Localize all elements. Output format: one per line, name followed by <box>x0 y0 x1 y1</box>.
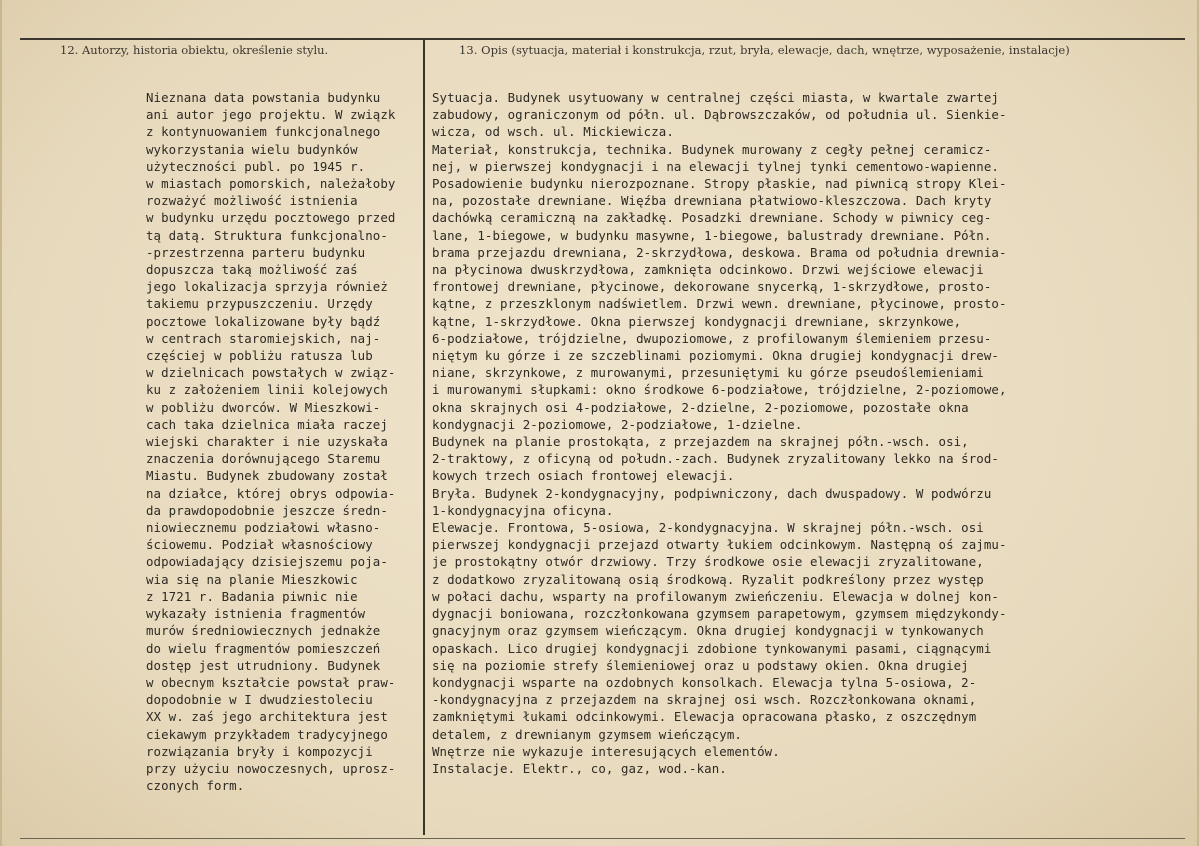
text-line: Sytuacja. Budynek usytuowany w centralnej części miasta, w kwartale zwartej <box>432 90 999 105</box>
text-line: na działce, której obrys odpowia- <box>146 485 396 501</box>
text-line: kondygnacji wsparte na ozdobnych konsolkach. Elewacja tylna 5-osiowa, 2- <box>432 674 977 690</box>
text-line: ściowemu. Podział własnościowy <box>146 537 373 553</box>
text-line: Wnętrze nie wykazuje interesujących elementów. <box>432 743 780 759</box>
text-line: jego lokalizacja sprzyja również <box>146 279 388 295</box>
text-line: kowych trzech osiach frontowej elewacji. <box>432 468 735 484</box>
text-line: w pobliżu dworców. W Mieszkowi- <box>146 399 381 415</box>
text-line: Nieznana data powstania budynku <box>146 90 381 105</box>
text-line: pierwszej kondygnacji przejazd otwarty łukiem odcinkowym. Następną oś zajmu- <box>432 537 1007 553</box>
text-line: wia się na planie Mieszkowic <box>146 571 358 587</box>
text-line: kątne, 1-skrzydłowe. Okna pierwszej kondygnacji drewniane, skrzynkowe, <box>432 313 962 329</box>
text-line: 2-traktowy, z oficyną od połudn.-zach. Budynek zryzalitowany lekko na środ- <box>432 451 999 467</box>
text-line: się na poziomie strefy ślemieniowej oraz u podstawy okien. Okna drugiej <box>432 657 969 673</box>
text-line: z dodatkowo zryzalitowaną osią środkową. Ryzalit podkreślony przez występ <box>432 571 984 587</box>
text-line: odpowiadający dzisiejszemu poja- <box>146 554 388 570</box>
text-line: opaskach. Lico drugiej kondygnacji zdobione tynkowanymi pasami, ciągnącymi <box>432 640 992 656</box>
text-line: z 1721 r. Badania piwnic nie <box>146 588 358 604</box>
text-line: dygnacji boniowana, rozczłonkowana gzymsem parapetowym, gzymsem międzykondy- <box>432 606 1007 622</box>
text-line: dostęp jest utrudniony. Budynek <box>146 657 381 673</box>
text-line: -przestrzenna parteru budynku <box>146 244 366 260</box>
description-text-column <box>432 89 1007 777</box>
text-line: Instalacje. Elektr., co, gaz, wod.-kan. <box>432 760 727 776</box>
text-line: Miastu. Budynek zbudowany został <box>146 468 388 484</box>
column-divider <box>423 40 425 835</box>
text-line: rozważyć możliwość istnienia <box>146 193 358 209</box>
text-line: kondygnacji 2-poziomowe, 2-podziałowe, 1-dzielne. <box>432 416 803 432</box>
text-line: pocztowe lokalizowane były bądź <box>146 313 381 329</box>
text-line: w miastach pomorskich, należałoby <box>146 176 396 192</box>
text-line: 1-kondygnacyjna oficyna. <box>432 502 614 518</box>
history-text-column <box>146 89 395 794</box>
text-line: użyteczności publ. po 1945 r. <box>146 158 366 174</box>
text-line: niętym ku górze i ze szczeblinami poziomymi. Okna drugiej kondygnacji drew- <box>432 348 999 364</box>
section-12-heading: 12. Autorzy, historia obiektu, określenie stylu. <box>60 43 329 57</box>
text-line: XX w. zaś jego architektura jest <box>146 709 388 725</box>
text-line: Posadowienie budynku nierozpoznane. Stropy płaskie, nad piwnicą stropy Klei- <box>432 176 1007 192</box>
text-line: je prostokątny otwór drzwiowy. Trzy środkowe osie elewacji zryzalitowane, <box>432 554 984 570</box>
text-line: dopuszcza taką możliwość zaś <box>146 262 358 278</box>
section-13-heading: 13. Opis (sytuacja, materiał i konstrukcja, rzut, bryła, elewacje, dach, wnętrze, wyposażenie, instalacje) <box>459 43 1070 57</box>
text-line: ciekawym przykładem tradycyjnego <box>146 726 388 742</box>
text-line: gnacyjnym oraz gzymsem wieńczącym. Okna drugiej kondygnacji w tynkowanych <box>432 623 984 639</box>
text-line: niane, skrzynkowe, z murowanymi, przesuniętymi ku górze pseudoślemieniami <box>432 365 984 381</box>
text-line: ani autor jego projektu. W związk <box>146 107 396 123</box>
text-line: lane, 1-biegowe, w budynku masywne, 1-biegowe, balustrady drewniane. Półn. <box>432 227 992 243</box>
bottom-rule <box>20 838 1185 839</box>
text-line: da prawdopodobnie jeszcze średn- <box>146 502 388 518</box>
text-line: ku z założeniem linii kolejowych <box>146 382 388 398</box>
text-line: częściej w pobliżu ratusza lub <box>146 348 373 364</box>
text-line: wykazały istnienia fragmentów <box>146 606 366 622</box>
text-line: na płycinowa dwuskrzydłowa, zamknięta odcinkowo. Drzwi wejściowe elewacji <box>432 262 984 278</box>
text-line: i murowanymi słupkami: okno środkowe 6-podziałowe, trójdzielne, 2-poziomowe, <box>432 382 1007 398</box>
text-line: tą datą. Struktura funkcjonalno- <box>146 227 388 243</box>
text-line: nej, w pierwszej kondygnacji i na elewacji tylnej tynki cementowo-wapienne. <box>432 158 999 174</box>
text-line: przy użyciu nowoczesnych, uprosz- <box>146 760 396 776</box>
text-line: z kontynuowaniem funkcjonalnego <box>146 124 381 140</box>
text-line: okna skrajnych osi 4-podziałowe, 2-dzielne, 2-poziomowe, pozostałe okna <box>432 399 969 415</box>
text-line: detalem, z drewnianym gzymsem wieńczącym. <box>432 726 742 742</box>
text-line: 6-podziałowe, trójdzielne, dwupoziomowe, z profilowanym ślemieniem przesu- <box>432 330 992 346</box>
text-line: kątne, z przeszklonym nadświetlem. Drzwi wewn. drewniane, płycinowe, prosto- <box>432 296 1007 312</box>
text-line: w połaci dachu, wsparty na profilowanym zwieńczeniu. Elewacja w dolnej kon- <box>432 588 999 604</box>
text-line: wykorzystania wielu budynków <box>146 141 358 157</box>
top-rule <box>20 38 1185 40</box>
text-line: w centrach staromiejskich, naj- <box>146 330 381 346</box>
text-line: frontowej drewniane, płycinowe, dekorowane snycerką, 1-skrzydłowe, prosto- <box>432 279 992 295</box>
text-line: niowiecznemu podziałowi własno- <box>146 520 381 536</box>
text-line: Bryła. Budynek 2-kondygnacyjny, podpiwniczony, dach dwuspadowy. W podwórzu <box>432 485 992 501</box>
text-line: murów średniowiecznych jednakże <box>146 623 381 639</box>
text-line: Materiał, konstrukcja, technika. Budynek murowany z cegły pełnej ceramicz- <box>432 141 992 157</box>
text-line: takiemu przypuszczeniu. Urzędy <box>146 296 373 312</box>
text-line: dopodobnie w I dwudziestoleciu <box>146 692 373 708</box>
text-line: znaczenia dorównującego Staremu <box>146 451 381 467</box>
text-line: brama przejazdu drewniana, 2-skrzydłowa, deskowa. Brama od południa drewnia- <box>432 244 1007 260</box>
text-line: wicza, od wsch. ul. Mickiewicza. <box>432 124 674 140</box>
text-line: na, pozostałe drewniane. Więźba drewniana płatwiowo-kleszczowa. Dach kryty <box>432 193 992 209</box>
text-line: czonych form. <box>146 778 245 794</box>
text-line: w budynku urzędu pocztowego przed <box>146 210 396 226</box>
text-line: rozwiązania bryły i kompozycji <box>146 743 373 759</box>
text-line: w obecnym kształcie powstał praw- <box>146 674 396 690</box>
text-line: cach taka dzielnica miała raczej <box>146 416 388 432</box>
text-line: zabudowy, ograniczonym od półn. ul. Dąbrowszczaków, od południa ul. Sienkie- <box>432 107 1007 123</box>
text-line: Budynek na planie prostokąta, z przejazdem na skrajnej półn.-wsch. osi, <box>432 434 969 450</box>
text-line: dachówką ceramiczną na zakładkę. Posadzki drewniane. Schody w piwnicy ceg- <box>432 210 992 226</box>
text-line: Elewacje. Frontowa, 5-osiowa, 2-kondygnacyjna. W skrajnej półn.-wsch. osi <box>432 520 984 536</box>
text-line: zamkniętymi łukami odcinkowymi. Elewacja opracowana płasko, z oszczędnym <box>432 709 977 725</box>
text-line: w dzielnicach powstałych w związ- <box>146 365 396 381</box>
text-line: wiejski charakter i nie uzyskała <box>146 434 388 450</box>
text-line: do wielu fragmentów pomieszczeń <box>146 640 381 656</box>
text-line: -kondygnacyjna z przejazdem na skrajnej osi wsch. Rozczłonkowana oknami, <box>432 692 977 708</box>
